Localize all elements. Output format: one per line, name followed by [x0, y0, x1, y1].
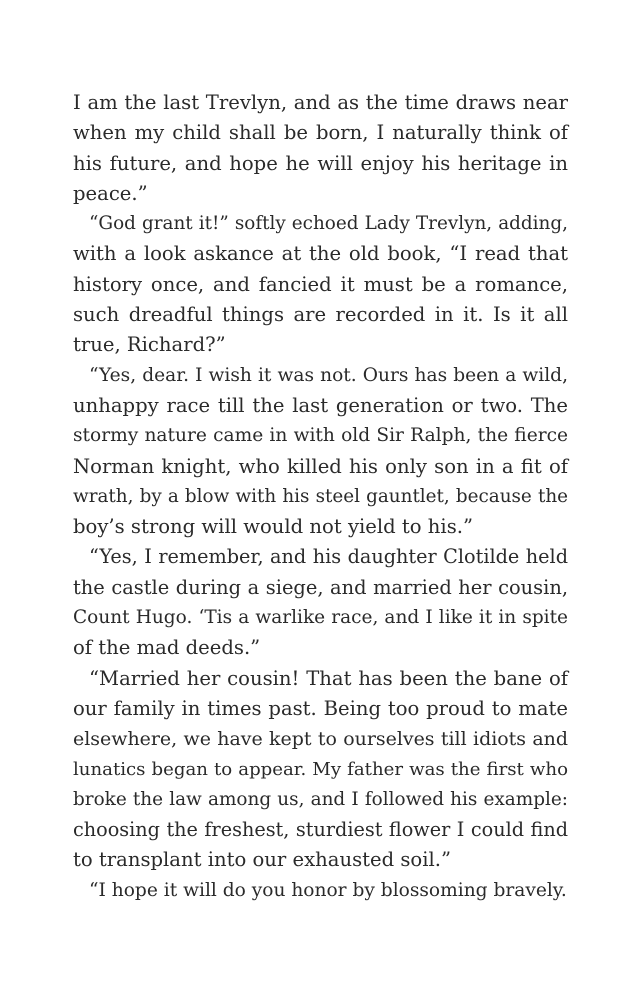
text-line: true, Richard?” — [73, 333, 226, 357]
text-line: “Yes, dear. I wish it was not. Ours has been a wild, — [89, 364, 568, 386]
text-line: history once, and fancied it must be a romance, — [73, 272, 568, 296]
text-line: broke the law among us, and I followed his example: — [73, 788, 568, 810]
text-line: choosing the freshest, sturdiest flower I could find — [73, 818, 568, 842]
text-line: “Married her cousin! That has been the bane of — [89, 666, 568, 690]
text-line: I am the last Trevlyn, and as the time draws near — [73, 91, 568, 114]
text-line: his future, and hope he will enjoy his heritage in — [73, 151, 568, 175]
text-line: peace.” — [73, 181, 148, 205]
text-line: elsewhere, we have kept to ourselves till idiots and — [73, 728, 568, 751]
text-line: our family in times past. Being too proud to mate — [73, 696, 568, 720]
text-line: lunatics began to appear. My father was the first who — [73, 758, 568, 780]
text-line: unhappy race till the last generation or two. The — [73, 393, 568, 417]
text-line: such dreadful things are recorded in it. Is it all — [73, 303, 568, 327]
body-text — [73, 88, 568, 906]
text-line: the castle during a siege, and married her cousin, — [73, 575, 568, 599]
text-line: to transplant into our exhausted soil.” — [73, 848, 451, 872]
text-line: “God grant it!” softly echoed Lady Trevlyn, adding, — [89, 213, 568, 235]
text-line: of the mad deeds.” — [73, 636, 261, 660]
text-line: Norman knight, who killed his only son in a fit of — [73, 454, 568, 478]
text-line: when my child shall be born, I naturally think of — [73, 121, 568, 145]
text-line: wrath, by a blow with his steel gauntlet, because the — [73, 485, 568, 507]
text-line: “I hope it will do you honor by blossoming bravely. — [89, 879, 567, 901]
text-line: “Yes, I remember, and his daughter Clotilde held — [89, 545, 568, 569]
text-line: with a look askance at the old book, “I read that — [73, 242, 568, 266]
text-line: stormy nature came in with old Sir Ralph, the fierce — [73, 425, 568, 447]
text-line: boy’s strong will would not yield to his.” — [73, 515, 473, 539]
text-line: Count Hugo. ‘Tis a warlike race, and I like it in spite — [73, 607, 568, 629]
